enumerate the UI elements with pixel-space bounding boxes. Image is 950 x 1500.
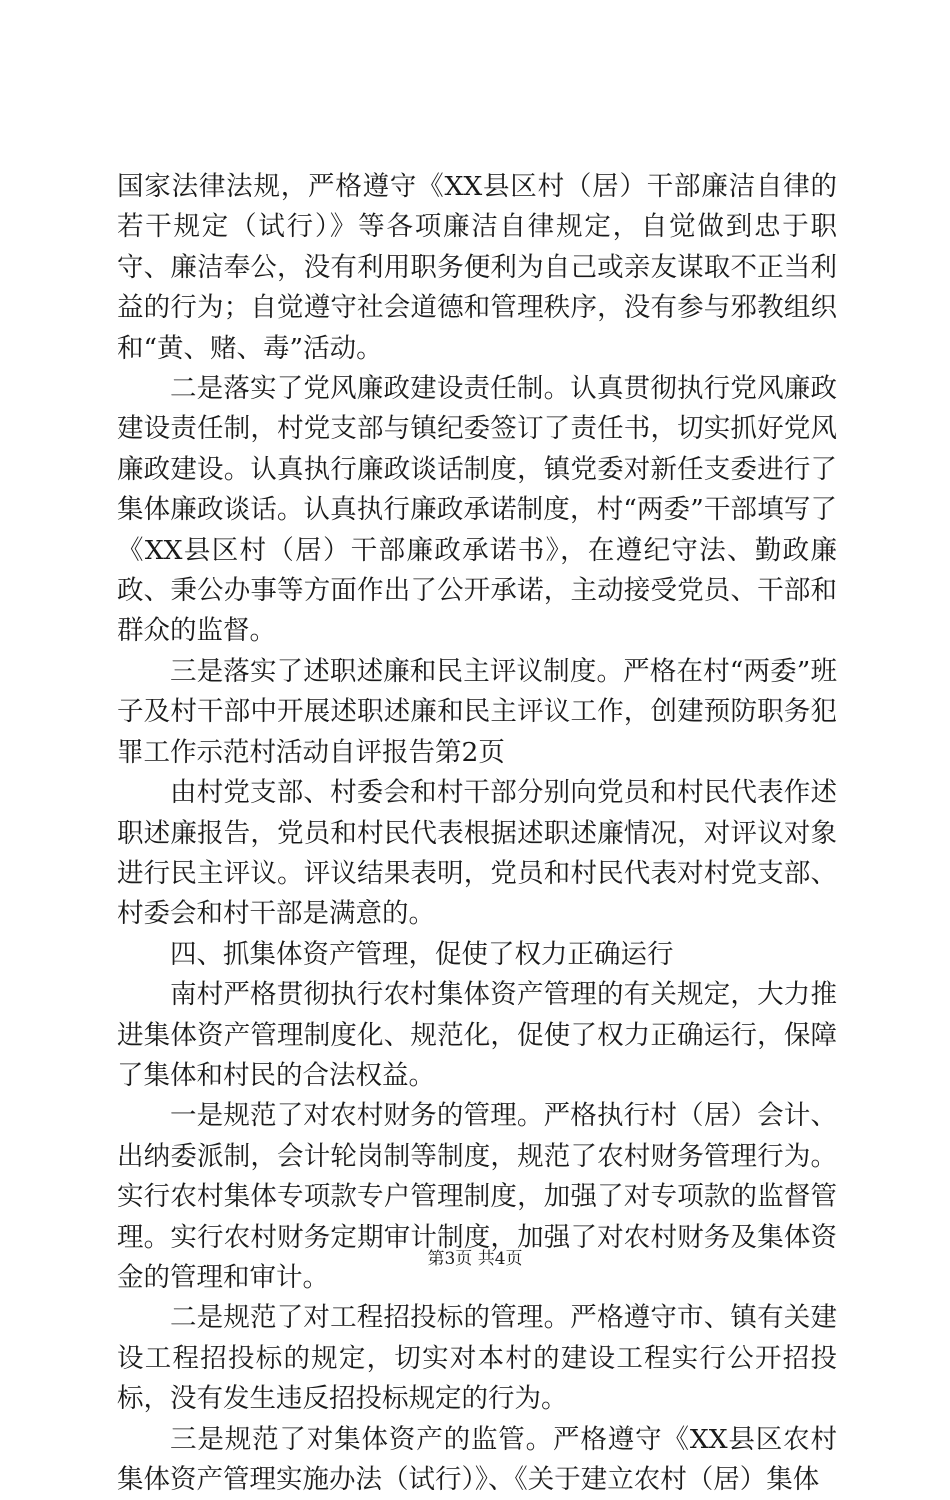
paragraph-continuation: 国家法律法规，严格遵守《XX县区村（居）干部廉洁自律的若干规定（试行）》等各项廉洁自律规定，自觉做到忠于职守、廉洁奉公，没有利用职务便利为自己或亲友谋取不正当利益的行为；自觉遵守社会道德和管理秩序，没有参与邪教组织和“黄、赌、毒”活动。 bbox=[117, 171, 837, 364]
document-body bbox=[117, 167, 837, 1500]
paragraph-report-process: 由村党支部、村委会和村干部分别向党员和村民代表作述职述廉报告，党员和村民代表根据述职述廉情况，对评议对象进行民主评议。评议结果表明，党员和村民代表对村党支部、村委会和村干部是满意的。 bbox=[117, 777, 837, 930]
paragraph-finance-management: 一是规范了对农村财务的管理。严格执行村（居）会计、出纳委派制，会计轮岗制等制度，规范了农村财务管理行为。实行农村集体专项款专户管理制度，加强了对专项款的监督管理。实行农村财务定期审计制度，加强了对农村财务及集体资金的管理和审计。 bbox=[117, 1100, 837, 1293]
paragraph-asset-supervision: 三是规范了对集体资产的监管。严格遵守《XX县区农村集体资产管理实施办法（试行）》、《关于建立农村（居）集体 bbox=[117, 1423, 837, 1495]
paragraph-party-responsibility: 二是落实了党风廉政建设责任制。认真贯彻执行党风廉政建设责任制，村党支部与镇纪委签订了责任书，切实抓好党风廉政建设。认真执行廉政谈话制度，镇党委对新任支委进行了集体廉政谈话。认真执行廉政承诺制度，村“两委”干部填写了《XX县区村（居）干部廉政承诺书》，在遵纪守法、勤政廉政、秉公办事等方面作出了公开承诺，主动接受党员、干部和群众的监督。 bbox=[117, 373, 837, 647]
section-heading-asset-management: 四、抓集体资产管理，促使了权力正确运行 bbox=[170, 938, 674, 970]
paragraph-asset-intro: 南村严格贯彻执行农村集体资产管理的有关规定，大力推进集体资产管理制度化、规范化，促使了权力正确运行，保障了集体和村民的合法权益。 bbox=[117, 979, 837, 1091]
paragraph-bidding-management: 二是规范了对工程招投标的管理。严格遵守市、镇有关建设工程招投标的规定，切实对本村的建设工程实行公开招投标，没有发生违反招投标规定的行为。 bbox=[117, 1302, 837, 1415]
paragraph-report-evaluation: 三是落实了述职述廉和民主评议制度。严格在村“两委”班子及村干部中开展述职述廉和民主评议工作，创建预防职务犯罪工作示范村活动自评报告第2页 bbox=[117, 655, 837, 768]
page-footer: 第3页 共4页 bbox=[427, 1249, 523, 1269]
